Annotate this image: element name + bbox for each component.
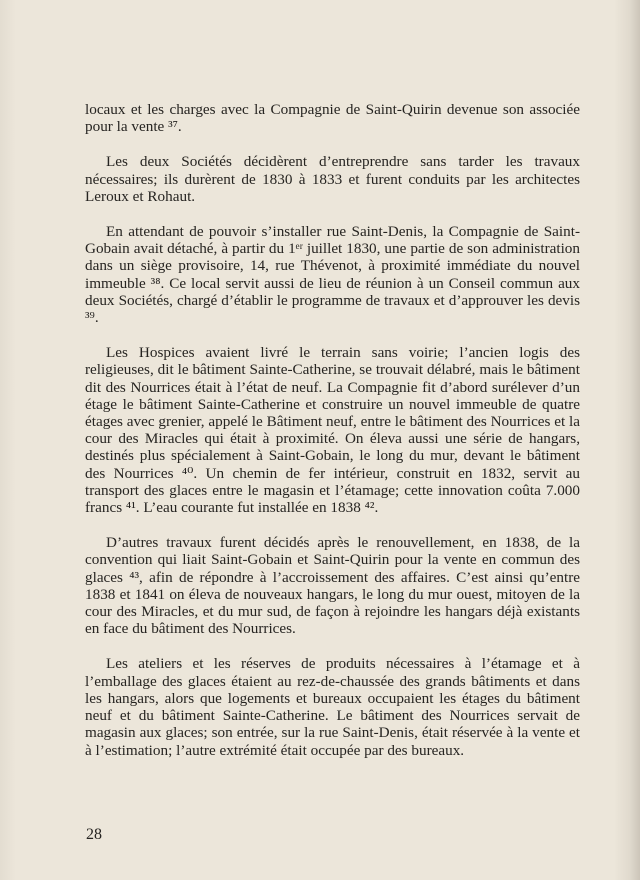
page-shadow-left — [0, 0, 16, 880]
body-text — [85, 101, 580, 777]
paragraph-1: locaux et les charges avec la Compagnie de Saint-Quirin devenue son associée pour la vente ³⁷. — [85, 101, 580, 136]
paragraph-4: Les Hospices avaient livré le terrain sans voirie; l’ancien logis des religieuses, dit le bâtiment Sainte-Catherine, se trouvait délabré, mais le bâtiment dit des Nourrices était à l’état de neuf. La Compagnie fit d’abord surélever d’un étage le bâtiment Sainte-Catherine et construire un nouvel immeuble de quatre étages avec grenier, appelé le Bâtiment neuf, entre le bâtiment des Nourrices et la cour des Miracles qui était à proximité. On éleva aussi une série de hangars, destinés plus spécialement à Saint-Gobain, le long du mur, devant le bâtiment des Nourrices ⁴⁰. Un chemin de fer intérieur, construit en 1832, servit au transport des glaces entre le magasin et l’étamage; cette innovation coûta 7.000 francs ⁴¹. L’eau courante fut installée en 1838 ⁴². — [85, 344, 580, 517]
paragraph-5: D’autres travaux furent décidés après le renouvellement, en 1838, de la convention qui liait Saint-Gobain et Saint-Quirin pour la vente en commun des glaces ⁴³, afin de répondre à l’accroissement des affaires. C’est ainsi qu’entre 1838 et 1841 on éleva de nouveaux hangars, le long du mur ouest, mitoyen de la cour des Miracles, et du mur sud, de façon à rejoindre les hangars déjà existants en face du bâtiment des Nourrices. — [85, 534, 580, 638]
paragraph-6: Les ateliers et les réserves de produits nécessaires à l’étamage et à l’emballage des glaces étaient au rez-de-chaussée des grands bâtiments et dans les hangars, alors que logements et bureaux occupaient les étages du bâtiment neuf et du bâtiment Sainte-Catherine. Le bâtiment des Nourrices servait de magasin aux glaces; son entrée, sur la rue Saint-Denis, était réservée à la vente et à l’estimation; l’autre extrémité était occupée par des bureaux. — [85, 655, 580, 759]
paragraph-3: En attendant de pouvoir s’installer rue Saint-Denis, la Compagnie de Saint-Gobain avait détaché, à partir du 1ᵉʳ juillet 1830, une partie de son administration dans un siège provisoire, 14, rue Thévenot, à proximité immédiate du nouvel immeuble ³⁸. Ce local servit aussi de lieu de réunion à un Conseil commun aux deux Sociétés, chargé d’établir le programme de travaux et d’approuver les devis ³⁹. — [85, 223, 580, 327]
page-shadow-right — [614, 0, 640, 880]
page-number: 28 — [86, 826, 102, 843]
paragraph-2: Les deux Sociétés décidèrent d’entreprendre sans tarder les travaux nécessaires; ils durèrent de 1830 à 1833 et furent conduits par les architectes Leroux et Rohaut. — [85, 153, 580, 205]
